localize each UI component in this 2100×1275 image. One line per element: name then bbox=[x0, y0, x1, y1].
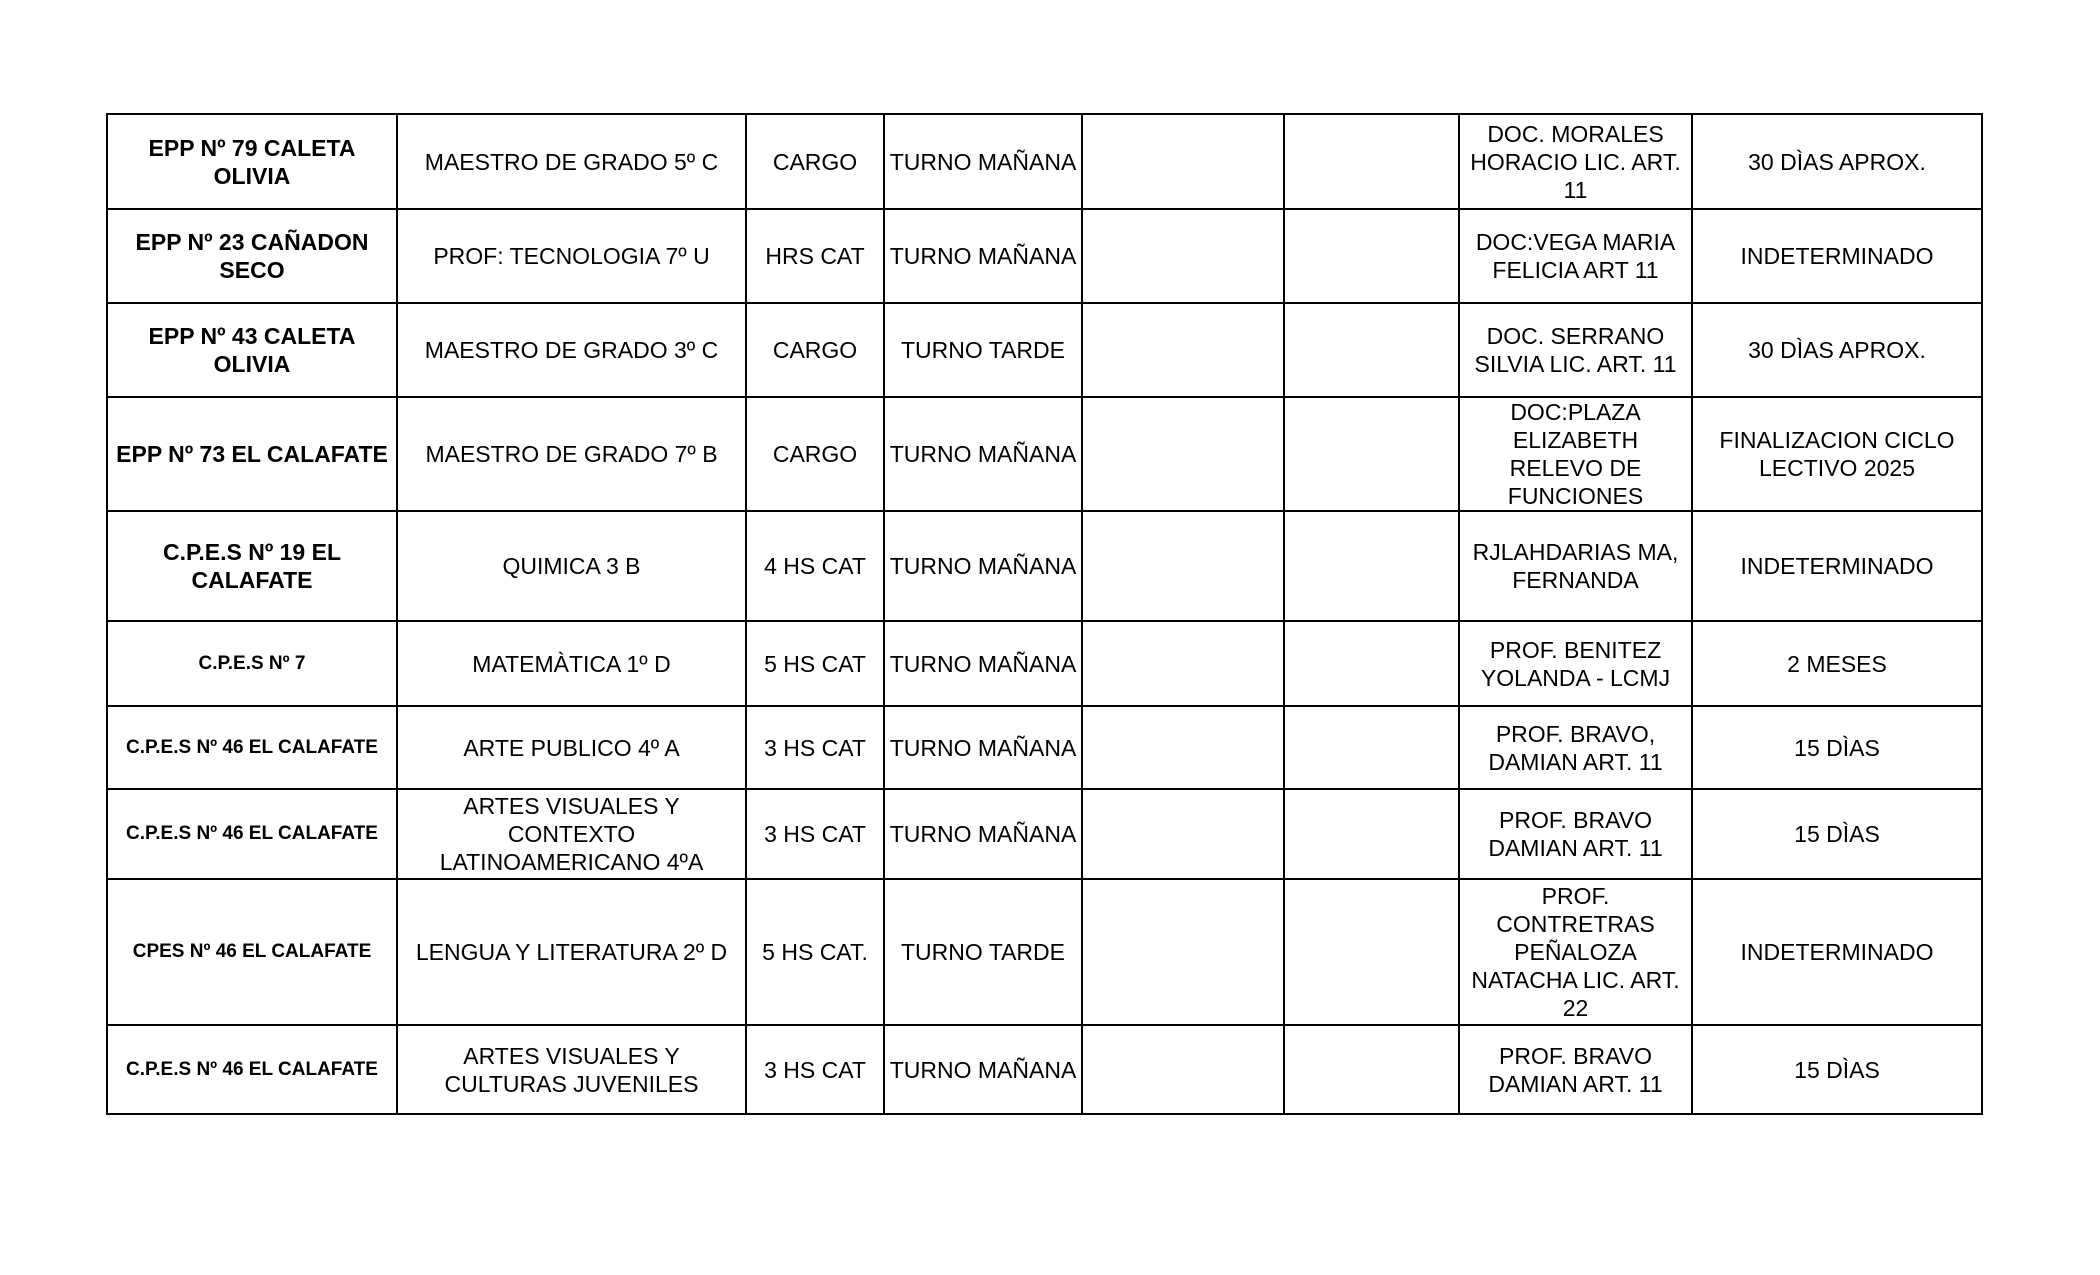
shift-cell: TURNO MAÑANA bbox=[884, 114, 1082, 209]
duration-cell: INDETERMINADO bbox=[1692, 209, 1982, 303]
empty-cell bbox=[1284, 397, 1459, 511]
shift-cell: TURNO TARDE bbox=[884, 879, 1082, 1025]
holder-cell: DOC. MORALES HORACIO LIC. ART. 11 bbox=[1459, 114, 1692, 209]
duration-cell: FINALIZACION CICLO LECTIVO 2025 bbox=[1692, 397, 1982, 511]
empty-cell bbox=[1082, 1025, 1284, 1114]
type-cell: 3 HS CAT bbox=[746, 789, 884, 879]
subject-cell: ARTE PUBLICO 4º A bbox=[397, 706, 746, 789]
table-row bbox=[107, 879, 1982, 1025]
school-cell: EPP Nº 79 CALETA OLIVIA bbox=[107, 114, 397, 209]
table-row bbox=[107, 1025, 1982, 1114]
holder-cell: DOC. SERRANO SILVIA LIC. ART. 11 bbox=[1459, 303, 1692, 397]
holder-cell: PROF. BRAVO, DAMIAN ART. 11 bbox=[1459, 706, 1692, 789]
empty-cell bbox=[1082, 879, 1284, 1025]
empty-cell bbox=[1082, 621, 1284, 706]
school-cell: C.P.E.S Nº 46 EL CALAFATE bbox=[107, 789, 397, 879]
empty-cell bbox=[1082, 114, 1284, 209]
shift-cell: TURNO MAÑANA bbox=[884, 209, 1082, 303]
vacancies-table bbox=[106, 113, 1983, 1115]
empty-cell bbox=[1284, 511, 1459, 621]
duration-cell: 15 DÌAS bbox=[1692, 1025, 1982, 1114]
duration-cell: INDETERMINADO bbox=[1692, 879, 1982, 1025]
empty-cell bbox=[1082, 511, 1284, 621]
subject-cell: PROF: TECNOLOGIA 7º U bbox=[397, 209, 746, 303]
table-row bbox=[107, 621, 1982, 706]
type-cell: CARGO bbox=[746, 303, 884, 397]
shift-cell: TURNO MAÑANA bbox=[884, 706, 1082, 789]
holder-cell: PROF. CONTRETRAS PEÑALOZA NATACHA LIC. ART. 22 bbox=[1459, 879, 1692, 1025]
empty-cell bbox=[1082, 789, 1284, 879]
subject-cell: ARTES VISUALES Y CULTURAS JUVENILES bbox=[397, 1025, 746, 1114]
duration-cell: 15 DÌAS bbox=[1692, 789, 1982, 879]
shift-cell: TURNO MAÑANA bbox=[884, 1025, 1082, 1114]
empty-cell bbox=[1082, 209, 1284, 303]
type-cell: 5 HS CAT bbox=[746, 621, 884, 706]
empty-cell bbox=[1284, 879, 1459, 1025]
empty-cell bbox=[1284, 706, 1459, 789]
shift-cell: TURNO MAÑANA bbox=[884, 397, 1082, 511]
empty-cell bbox=[1284, 621, 1459, 706]
holder-cell: PROF. BRAVO DAMIAN ART. 11 bbox=[1459, 1025, 1692, 1114]
holder-cell: PROF. BENITEZ YOLANDA - LCMJ bbox=[1459, 621, 1692, 706]
duration-cell: 30 DÌAS APROX. bbox=[1692, 303, 1982, 397]
shift-cell: TURNO MAÑANA bbox=[884, 789, 1082, 879]
table-row bbox=[107, 789, 1982, 879]
subject-cell: ARTES VISUALES Y CONTEXTO LATINOAMERICANO 4ºA bbox=[397, 789, 746, 879]
empty-cell bbox=[1284, 114, 1459, 209]
school-cell: C.P.E.S Nº 19 EL CALAFATE bbox=[107, 511, 397, 621]
empty-cell bbox=[1284, 789, 1459, 879]
holder-cell: DOC:VEGA MARIA FELICIA ART 11 bbox=[1459, 209, 1692, 303]
empty-cell bbox=[1082, 397, 1284, 511]
subject-cell: QUIMICA 3 B bbox=[397, 511, 746, 621]
subject-cell: MAESTRO DE GRADO 5º C bbox=[397, 114, 746, 209]
duration-cell: 30 DÌAS APROX. bbox=[1692, 114, 1982, 209]
table-row bbox=[107, 397, 1982, 511]
empty-cell bbox=[1284, 209, 1459, 303]
type-cell: CARGO bbox=[746, 114, 884, 209]
duration-cell: INDETERMINADO bbox=[1692, 511, 1982, 621]
shift-cell: TURNO MAÑANA bbox=[884, 511, 1082, 621]
school-cell: C.P.E.S Nº 7 bbox=[107, 621, 397, 706]
type-cell: 3 HS CAT bbox=[746, 1025, 884, 1114]
table-row bbox=[107, 209, 1982, 303]
duration-cell: 2 MESES bbox=[1692, 621, 1982, 706]
subject-cell: LENGUA Y LITERATURA 2º D bbox=[397, 879, 746, 1025]
school-cell: CPES Nº 46 EL CALAFATE bbox=[107, 879, 397, 1025]
school-cell: EPP Nº 73 EL CALAFATE bbox=[107, 397, 397, 511]
type-cell: HRS CAT bbox=[746, 209, 884, 303]
shift-cell: TURNO TARDE bbox=[884, 303, 1082, 397]
empty-cell bbox=[1082, 706, 1284, 789]
table-row bbox=[107, 511, 1982, 621]
type-cell: CARGO bbox=[746, 397, 884, 511]
subject-cell: MAESTRO DE GRADO 3º C bbox=[397, 303, 746, 397]
type-cell: 5 HS CAT. bbox=[746, 879, 884, 1025]
subject-cell: MATEMÀTICA 1º D bbox=[397, 621, 746, 706]
empty-cell bbox=[1284, 303, 1459, 397]
empty-cell bbox=[1284, 1025, 1459, 1114]
school-cell: C.P.E.S Nº 46 EL CALAFATE bbox=[107, 1025, 397, 1114]
holder-cell: RJLAHDARIAS MA, FERNANDA bbox=[1459, 511, 1692, 621]
duration-cell: 15 DÌAS bbox=[1692, 706, 1982, 789]
type-cell: 4 HS CAT bbox=[746, 511, 884, 621]
empty-cell bbox=[1082, 303, 1284, 397]
type-cell: 3 HS CAT bbox=[746, 706, 884, 789]
school-cell: EPP Nº 23 CAÑADON SECO bbox=[107, 209, 397, 303]
subject-cell: MAESTRO DE GRADO 7º B bbox=[397, 397, 746, 511]
table-row bbox=[107, 706, 1982, 789]
shift-cell: TURNO MAÑANA bbox=[884, 621, 1082, 706]
table-row bbox=[107, 303, 1982, 397]
table-row bbox=[107, 114, 1982, 209]
holder-cell: PROF. BRAVO DAMIAN ART. 11 bbox=[1459, 789, 1692, 879]
school-cell: EPP Nº 43 CALETA OLIVIA bbox=[107, 303, 397, 397]
school-cell: C.P.E.S Nº 46 EL CALAFATE bbox=[107, 706, 397, 789]
holder-cell: DOC:PLAZA ELIZABETH RELEVO DE FUNCIONES bbox=[1459, 397, 1692, 511]
